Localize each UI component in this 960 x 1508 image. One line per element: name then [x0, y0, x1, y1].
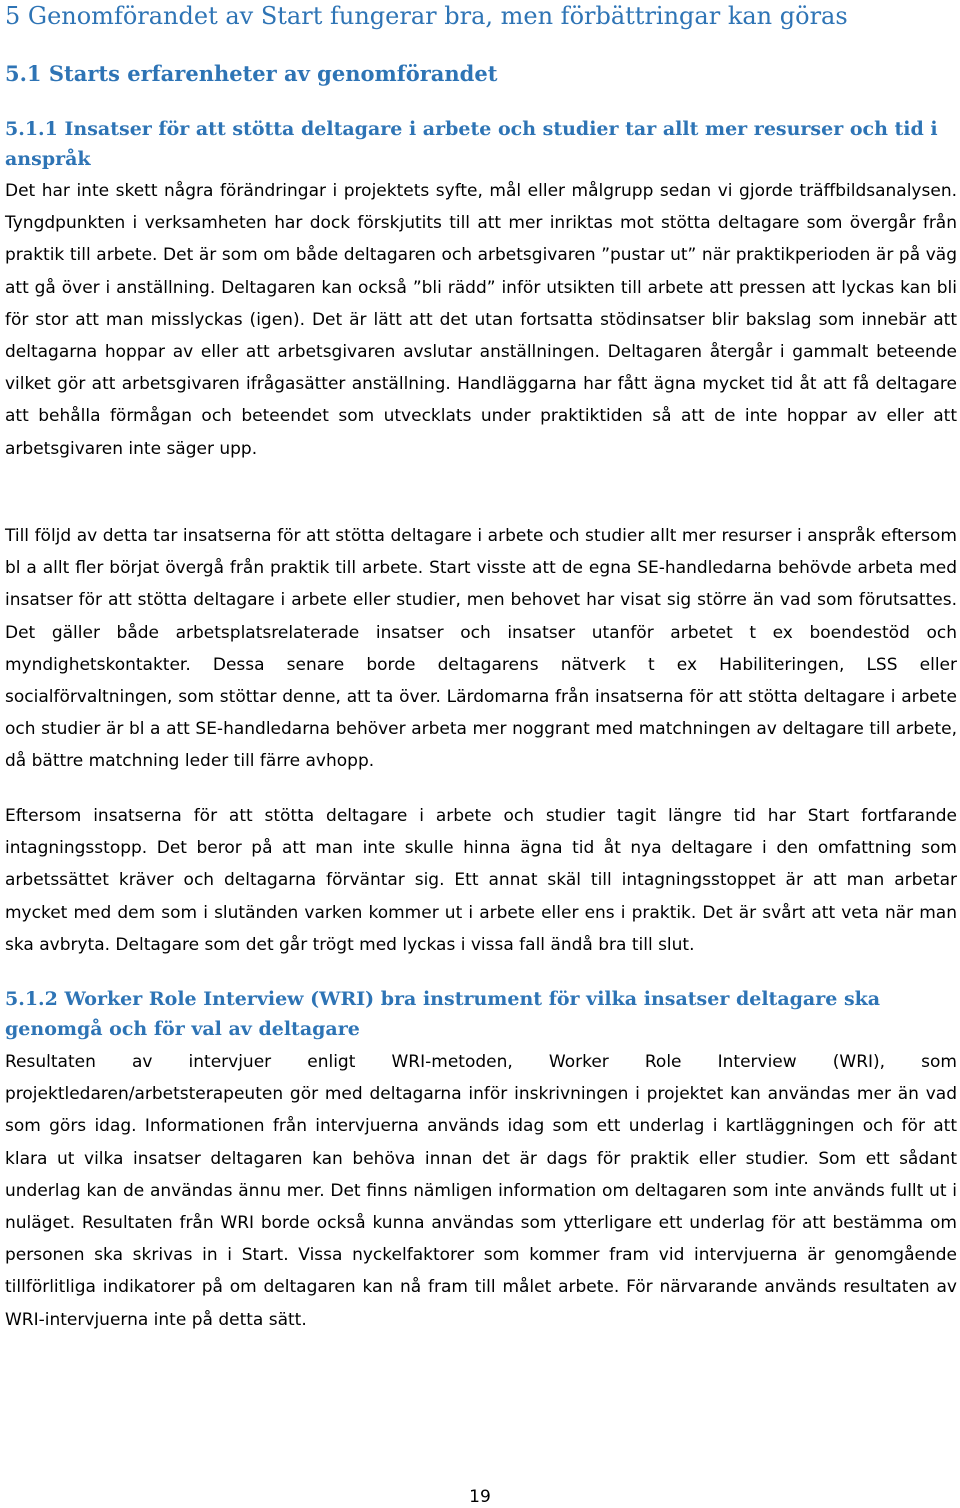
subsection-heading-5-1-1: 5.1.1 Insatser för att stötta deltagare i arbete och studier tar allt mer resurser och tid i anspråk: [5, 118, 938, 170]
chapter-heading: 5 Genomförandet av Start fungerar bra, men förbättringar kan göras: [5, 2, 848, 30]
paragraph: Resultaten av intervjuer enligt WRI-metoden, Worker Role Interview (WRI), som projektledaren/arbetsterapeuten gör med deltagarna inför inskrivningen i projektet kan användas mer än vad som görs idag. Informationen från intervjuerna används idag som ett underlag i kartläggningen och för att klara ut vilka insatser deltagaren kan behöva innan det är dags för praktik eller studier. Som ett sådant underlag kan de användas ännu mer. Det finns nämligen information om deltagaren som inte används fullt ut i nuläget. Resultaten från WRI borde också kunna användas som ytterligare ett underlag för att bestämma om personen ska skrivas in i Start. Vissa nyckelfaktorer som kommer fram vid intervjuerna är genomgående tillförlitliga indikatorer på om deltagaren kan nå fram till målet arbete. För närvarande används resultaten av WRI-intervjuerna inte på detta sätt.: [5, 1052, 957, 1330]
paragraph: Det har inte skett några förändringar i projektets syfte, mål eller målgrupp sedan vi gjorde träffbildsanalysen. Tyngdpunkten i verksamheten har dock förskjutits till att mer inriktas mot stötta deltagare som övergår från praktik till arbete. Det är som om både deltagaren och arbetsgivaren ”pustar ut” när praktikperioden är på väg att gå över i anställning. Deltagaren kan också ”bli rädd” inför utsikten till arbete att pressen att lyckas kan bli för stor att man misslyckas (igen). Det är lätt att det utan fortsatta stödinsatser blir bakslag som innebär att deltagarna hoppar av eller att arbetsgivaren avslutar anställningen. Deltagaren återgår i gammalt beteende vilket gör att arbetsgivaren ifrågasätter anställning. Handläggarna har fått ägna mycket tid åt att få deltagare att behålla förmågan och beteendet som utvecklats under praktiktiden så att de inte hoppar av eller att arbetsgivaren inte säger upp.: [5, 181, 957, 459]
subsection-heading-5-1-2: 5.1.2 Worker Role Interview (WRI) bra instrument för vilka insatser deltagare ska genomgå och för val av deltagare: [5, 988, 881, 1040]
section-heading: 5.1 Starts erfarenheter av genomförandet: [5, 61, 498, 86]
paragraph: Eftersom insatserna för att stötta deltagare i arbete och studier tagit längre tid har Start fortfarande intagningsstopp. Det beror på att man inte skulle hinna ägna tid åt nya deltagare i den omfattning som arbetssättet kräver och deltagarna förväntar sig. Ett annat skäl till intagningsstoppet är att man arbetar mycket med dem som i slutänden varken kommer ut i arbete eller ens i praktik. Det är svårt att veta när man ska avbryta. Deltagare som det går trögt med lyckas i vissa fall ändå bra till slut.: [5, 806, 957, 955]
paragraph: Till följd av detta tar insatserna för att stötta deltagare i arbete och studier allt mer resurser i anspråk eftersom bl a allt fler börjat övergå från praktik till arbete. Start visste att de egna SE-handledarna behövde arbeta med insatser för att stötta deltagare i arbete eller studier, men behovet har visat sig större än vad som förutsattes. Det gäller både arbetsplatsrelaterade insatser och insatser utanför arbetet t ex boendestöd och myndighetskontakter. Dessa senare borde deltagarens nätverk t ex Habiliteringen, LSS eller socialförvaltningen, som stöttar denne, att ta över. Lärdomarna från insatserna för att stötta deltagare i arbete och studier är bl a att SE-handledarna behöver arbeta mer noggrant med matchningen av deltagare till arbete, då bättre matchning leder till färre avhopp.: [5, 526, 957, 772]
page-number: 19: [469, 1487, 491, 1507]
